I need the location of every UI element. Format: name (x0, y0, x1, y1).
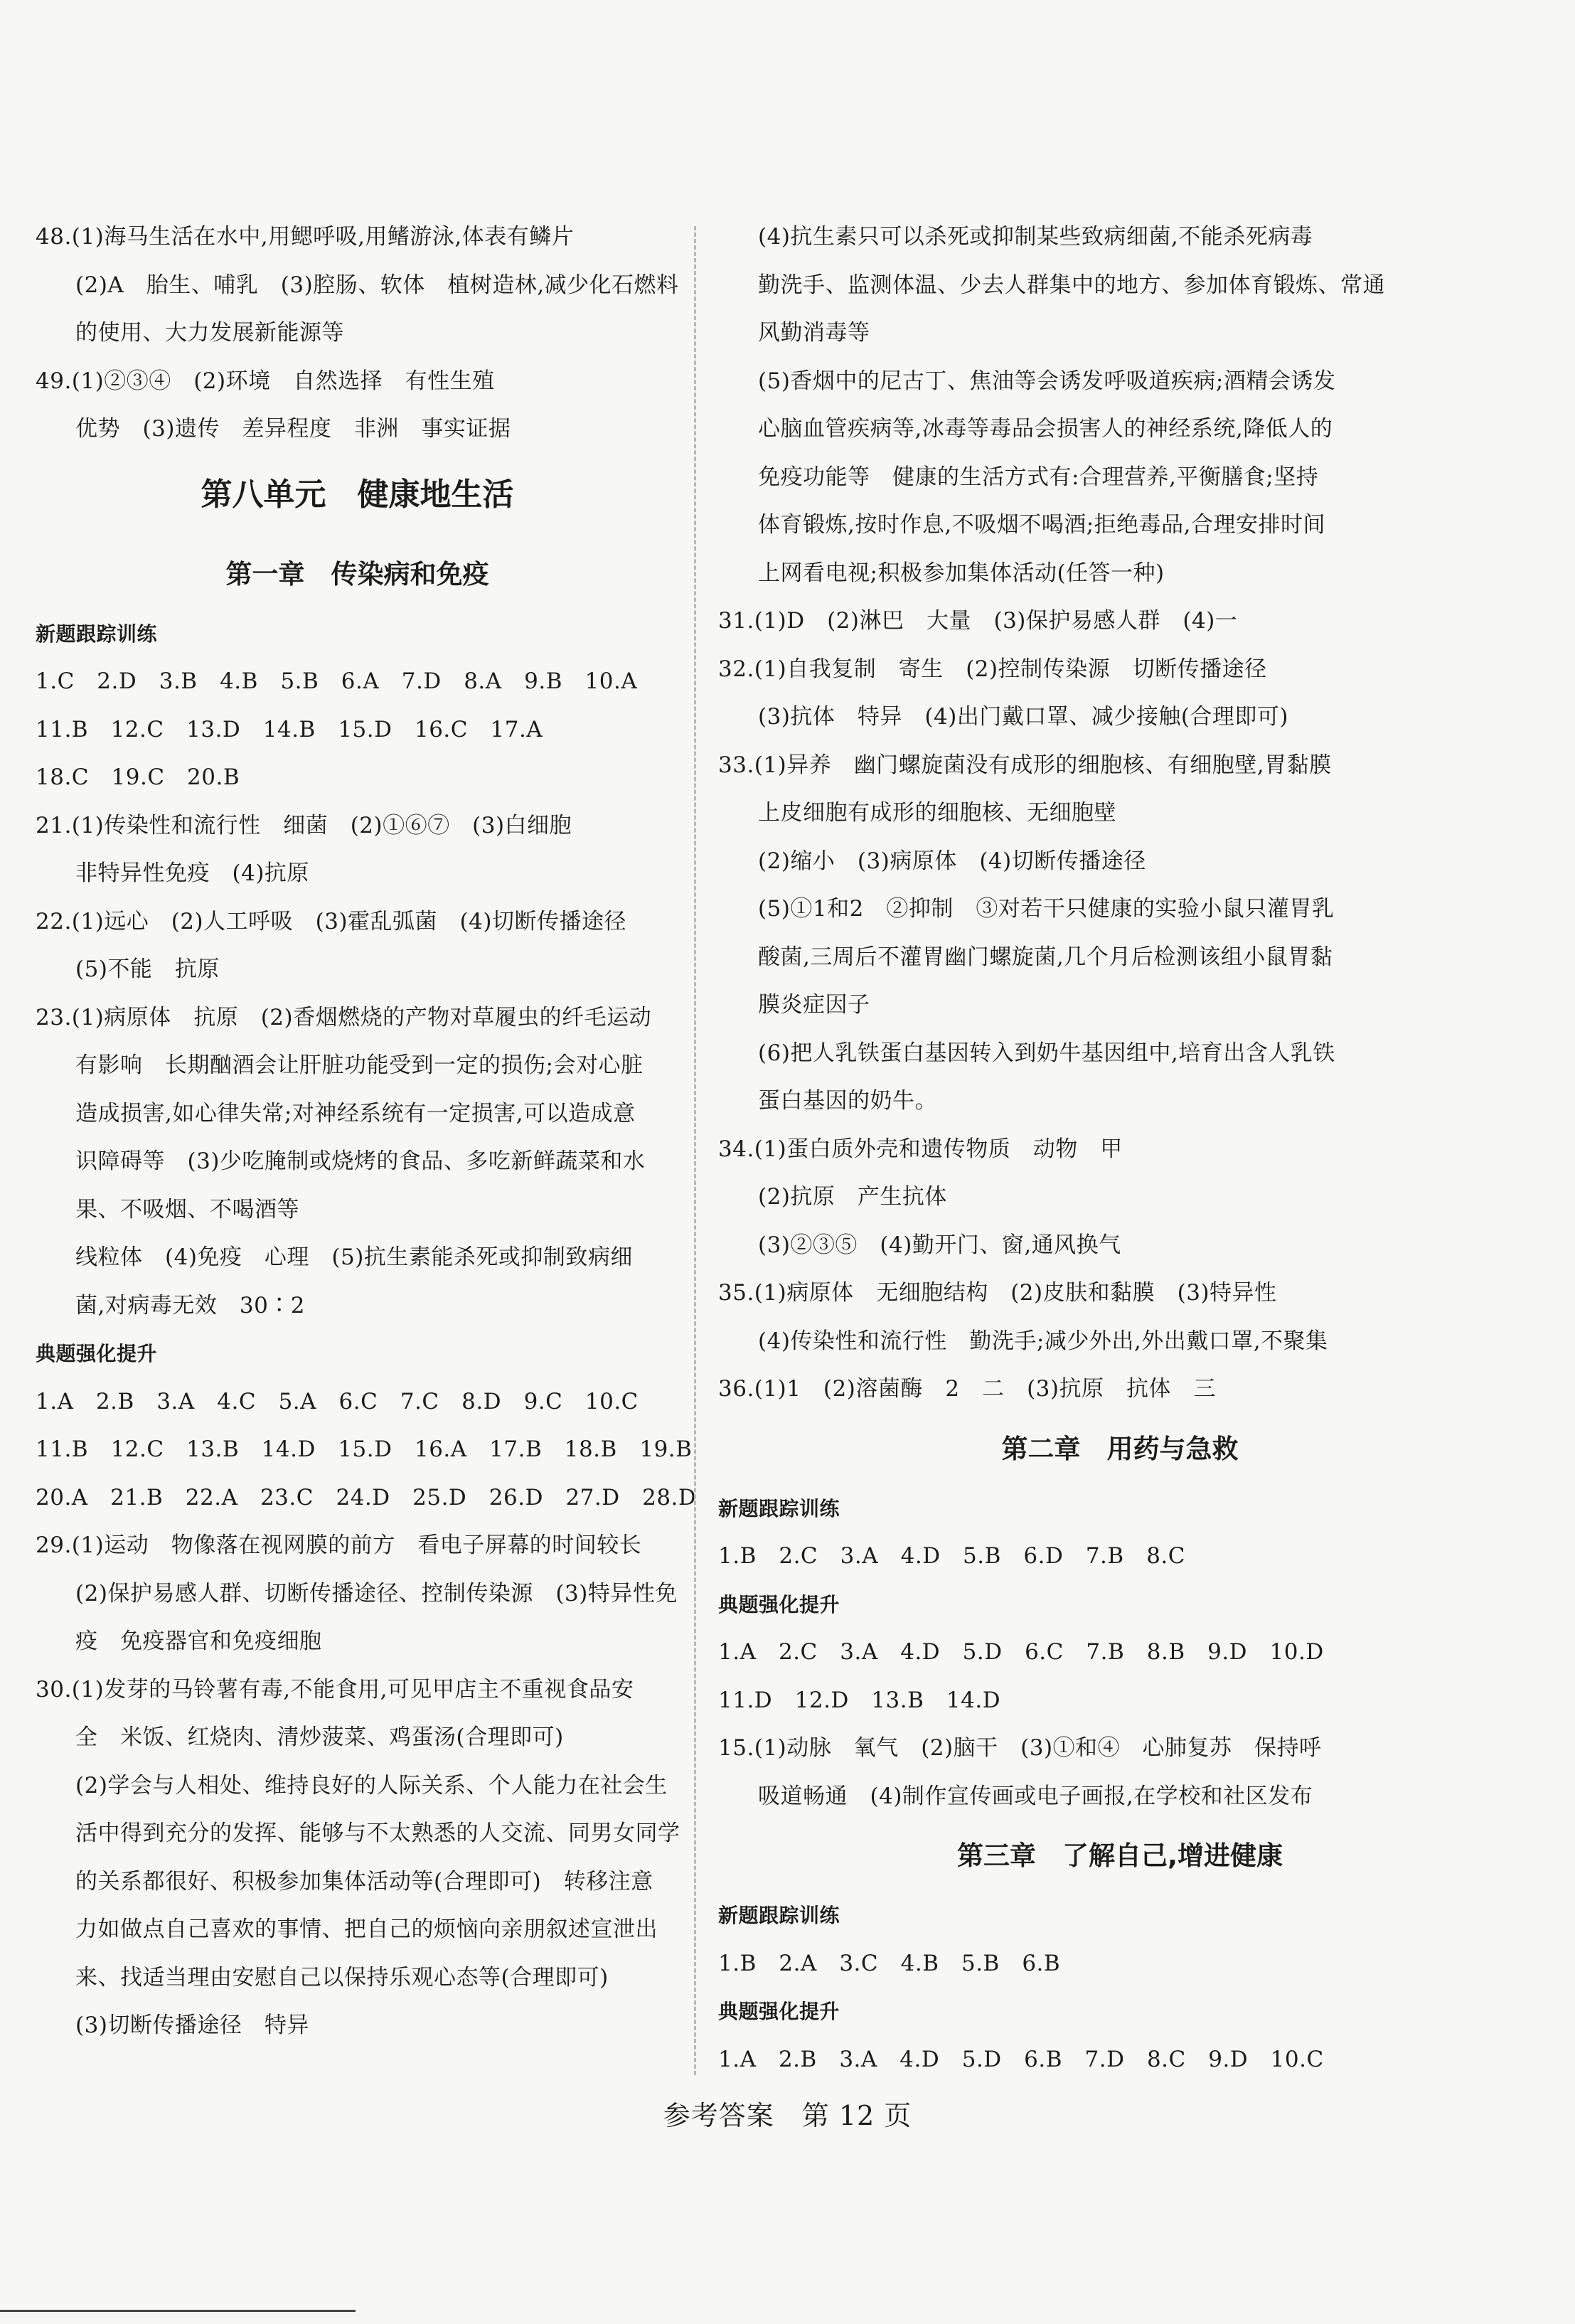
answer-line: 49.(1)②③④ (2)环境 自然选择 有性生殖 (36, 368, 495, 394)
answer-line: (5)①1和2 ②抑制 ③对若干只健康的实验小鼠只灌胃乳 (758, 896, 1335, 922)
answer-line: (3)②③⑤ (4)勤开门、窗,通风换气 (758, 1232, 1121, 1258)
answer-line: 1.C 2.D 3.B 4.B 5.B 6.A 7.D 8.A 9.B 10.A (36, 668, 638, 694)
answer-line: 果、不吸烟、不喝酒等 (75, 1196, 299, 1222)
answer-line: 1.B 2.A 3.C 4.B 5.B 6.B (718, 1950, 1061, 1976)
section-heading: 典题强化提升 (718, 1592, 840, 1616)
answer-line: 22.(1)远心 (2)人工呼吸 (3)霍乱弧菌 (4)切断传播途径 (36, 908, 626, 934)
answer-line: 20.A 21.B 22.A 23.C 24.D 25.D 26.D 27.D 28.D (36, 1484, 697, 1510)
chapter-title: 第三章 了解自己,增进健康 (956, 1840, 1283, 1871)
answer-line: 菌,对病毒无效 30∶2 (75, 1292, 306, 1318)
answer-line: (3)抗体 特异 (4)出门戴口罩、减少接触(合理即可) (758, 704, 1289, 730)
answer-line: 力如做点自己喜欢的事情、把自己的烦恼向亲朋叙述宣泄出 (75, 1917, 658, 1942)
answer-line: 上皮细胞有成形的细胞核、无细胞壁 (758, 800, 1116, 826)
answer-line: 免疫功能等 健康的生活方式有:合理营养,平衡膳食;坚持 (758, 464, 1319, 490)
answer-line: 上网看电视;积极参加集体活动(任答一种) (758, 560, 1165, 586)
answer-line: (2)保护易感人群、切断传播途径、控制传染源 (3)特异性免 (75, 1580, 678, 1606)
answer-line: (2)学会与人相处、维持良好的人际关系、个人能力在社会生 (75, 1772, 668, 1798)
section-heading: 典题强化提升 (36, 1342, 158, 1365)
answer-line: 48.(1)海马生活在水中,用鳃呼吸,用鳍游泳,体表有鳞片 (36, 224, 575, 250)
answer-line: 1.B 2.C 3.A 4.D 5.B 6.D 7.B 8.C (718, 1543, 1185, 1569)
answer-line: 1.A 2.B 3.A 4.C 5.A 6.C 7.C 8.D 9.C 10.C (36, 1388, 639, 1414)
unit-title: 第八单元 健康地生活 (201, 476, 514, 513)
answer-line: 造成损害,如心律失常;对神经系统有一定损害,可以造成意 (75, 1100, 636, 1126)
answer-line: 23.(1)病原体 抗原 (2)香烟燃烧的产物对草履虫的纤毛运动 (36, 1004, 652, 1030)
answer-line: 蛋白基因的奶牛。 (758, 1088, 937, 1114)
left-column (36, 213, 697, 2050)
answer-line: 29.(1)运动 物像落在视网膜的前方 看电子屏幕的时间较长 (36, 1533, 642, 1558)
answer-line: 11.B 12.C 13.D 14.B 15.D 16.C 17.A (36, 716, 543, 742)
answer-line: 非特异性免疫 (4)抗原 (75, 860, 309, 886)
answer-line: 识障碍等 (3)少吃腌制或烧烤的食品、多吃新鲜蔬菜和水 (75, 1148, 646, 1174)
answer-line: (2)缩小 (3)病原体 (4)切断传播途径 (758, 848, 1146, 874)
answer-line: 勤洗手、监测体温、少去人群集中的地方、参加体育锻炼、常通 (758, 272, 1385, 298)
answer-line: 33.(1)异养 幽门螺旋菌没有成形的细胞核、有细胞壁,胃黏膜 (718, 752, 1332, 778)
answer-line: 膜炎症因子 (758, 992, 870, 1018)
answer-line: (5)香烟中的尼古丁、焦油等会诱发呼吸道疾病;酒精会诱发 (758, 368, 1336, 394)
section-heading: 新题跟踪训练 (718, 1904, 840, 1927)
answer-line: 心脑血管疾病等,冰毒等毒品会损害人的神经系统,降低人的 (758, 416, 1333, 442)
section-heading: 新题跟踪训练 (36, 622, 158, 646)
answer-line: 全 米饭、红烧肉、清炒菠菜、鸡蛋汤(合理即可) (75, 1725, 564, 1750)
answer-line: 的使用、大力发展新能源等 (75, 320, 344, 346)
answer-line: (6)把人乳铁蛋白基因转入到奶牛基因组中,培育出含人乳铁 (758, 1040, 1335, 1066)
answer-line: (2)A 胎生、哺乳 (3)腔肠、软体 植树造林,减少化石燃料 (75, 272, 679, 298)
answer-line: 35.(1)病原体 无细胞结构 (2)皮肤和黏膜 (3)特异性 (718, 1280, 1277, 1306)
answer-line: 线粒体 (4)免疫 心理 (5)抗生素能杀死或抑制致病细 (75, 1244, 633, 1270)
answer-line: 酸菌,三周后不灌胃幽门螺旋菌,几个月后检测该组小鼠胃黏 (758, 944, 1333, 970)
answer-line: 11.B 12.C 13.B 14.D 15.D 16.A 17.B 18.B 19.B (36, 1436, 693, 1462)
right-column (718, 213, 1522, 2084)
answer-line: 体育锻炼,按时作息,不吸烟不喝酒;拒绝毒品,合理安排时间 (758, 512, 1326, 538)
answer-line: (4)传染性和流行性 勤洗手;减少外出,外出戴口罩,不聚集 (758, 1328, 1328, 1354)
answer-line: 的关系都很好、积极参加集体活动等(合理即可) 转移注意 (75, 1868, 653, 1894)
answer-line: 疫 免疫器官和免疫细胞 (75, 1629, 322, 1654)
answer-line: 1.A 2.C 3.A 4.D 5.D 6.C 7.B 8.B 9.D 10.D (718, 1639, 1324, 1665)
answer-line: 34.(1)蛋白质外壳和遗传物质 动物 甲 (718, 1136, 1123, 1162)
answer-line: 11.D 12.D 13.B 14.D (718, 1687, 1001, 1713)
answer-line: 36.(1)1 (2)溶菌酶 2 二 (3)抗原 抗体 三 (718, 1376, 1216, 1402)
answer-line: 风勤消毒等 (758, 320, 870, 346)
chapter-title: 第一章 传染病和免疫 (225, 558, 489, 590)
answer-line: 有影响 长期酗酒会让肝脏功能受到一定的损伤;会对心脏 (75, 1052, 644, 1078)
page-footer: 参考答案 第 12 页 (663, 2100, 912, 2131)
answer-line: (5)不能 抗原 (75, 956, 220, 982)
answer-line: 18.C 19.C 20.B (36, 764, 240, 790)
answer-line: 30.(1)发芽的马铃薯有毒,不能食用,可见甲店主不重视食品安 (36, 1676, 634, 1702)
column-divider (694, 226, 696, 2075)
answer-line: (3)切断传播途径 特异 (75, 2013, 309, 2038)
chapter-title: 第二章 用药与急救 (1001, 1433, 1239, 1464)
answer-line: 21.(1)传染性和流行性 细菌 (2)①⑥⑦ (3)白细胞 (36, 812, 572, 838)
section-heading: 新题跟踪训练 (718, 1496, 840, 1520)
section-heading: 典题强化提升 (718, 2000, 840, 2023)
answer-line: 31.(1)D (2)淋巴 大量 (3)保护易感人群 (4)一 (718, 608, 1238, 634)
answer-line: 活中得到充分的发挥、能够与不太熟悉的人交流、同男女同学 (75, 1821, 680, 1846)
answer-line: 来、找适当理由安慰自己以保持乐观心态等(合理即可) (75, 1964, 609, 1990)
bottom-rule (0, 2310, 356, 2312)
answer-line: 15.(1)动脉 氧气 (2)脑干 (3)①和④ 心肺复苏 保持呼 (718, 1735, 1322, 1761)
answer-line: 32.(1)自我复制 寄生 (2)控制传染源 切断传播途径 (718, 656, 1267, 682)
answer-line: 优势 (3)遗传 差异程度 非洲 事实证据 (75, 416, 511, 442)
answer-line: 1.A 2.B 3.A 4.D 5.D 6.B 7.D 8.C 9.D 10.C (718, 2046, 1324, 2072)
answer-line: (4)抗生素只可以杀死或抑制某些致病细菌,不能杀死病毒 (758, 224, 1313, 250)
answer-line: 吸道畅通 (4)制作宣传画或电子画报,在学校和社区发布 (758, 1783, 1313, 1809)
answer-line: (2)抗原 产生抗体 (758, 1184, 947, 1210)
